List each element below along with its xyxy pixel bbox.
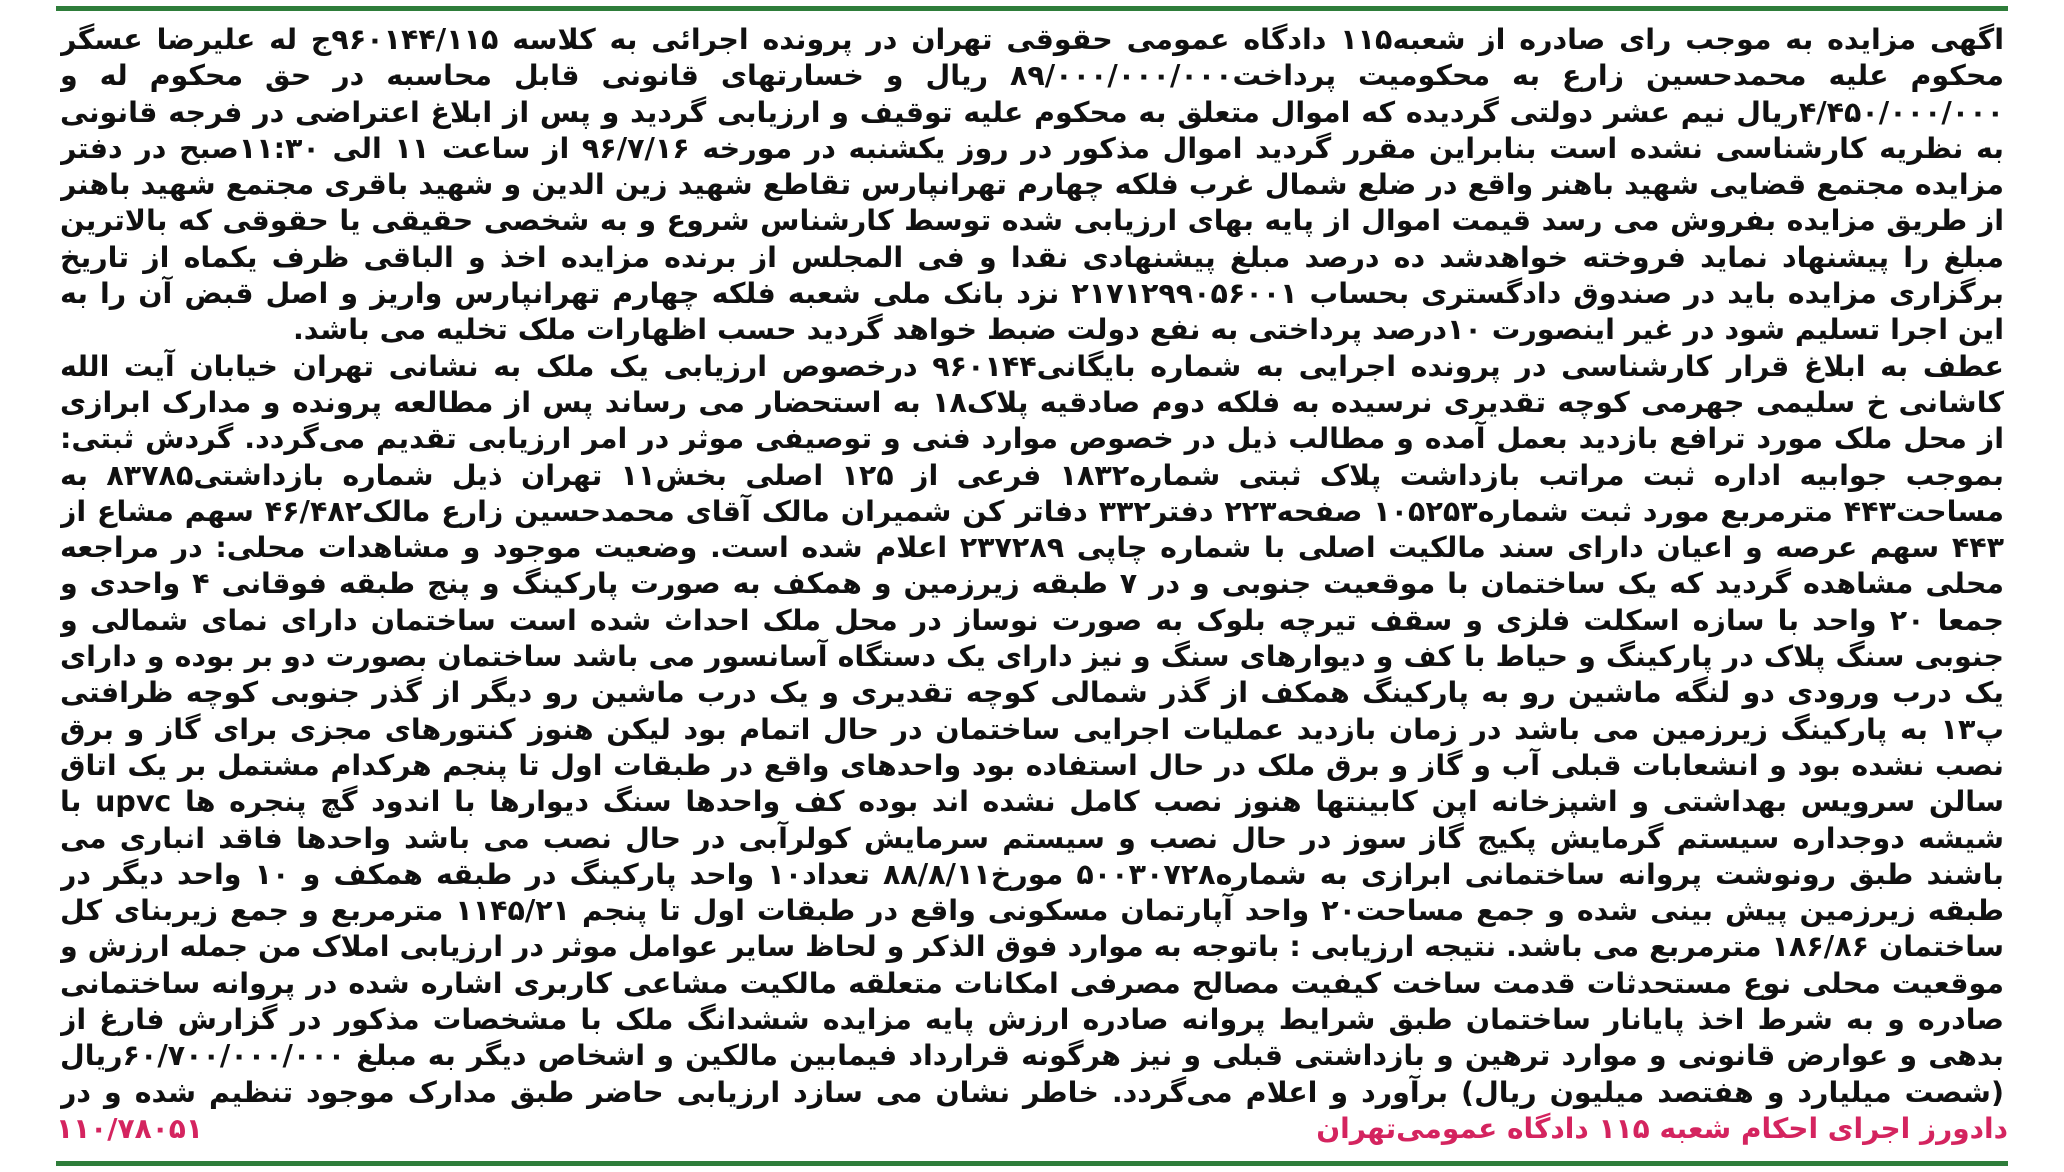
- notice-paragraph-auction: اگهی مزایده به موجب رای صادره از شعبه۱۱۵ دادگاه عمومی حقوقی تهران در پرونده اجرائی به کلاسه ۹۶۰۱۴۴/۱۱۵ج له علیرضا عسگر محکوم علیه محمدحسین زارع به محکومیت پرداخت۸۹/۰۰۰/۰۰۰/۰۰۰ ریال و خسارتهای قانونی قابل محاسبه در حق محکوم له و ۴/۴۵۰/۰۰۰/۰۰۰ریال نیم عشر دولتی گردیده که اموال متعلق به محکوم علیه توقیف و ارزیابی گردید و پس از ابلاغ اعتراضی در فرجه قانونی به نظریه کارشناسی نشده است بنابراین مقرر گردید اموال مذکور در روز یکشنبه در مورخه ۹۶/۷/۱۶ از ساعت ۱۱ الی ۱۱:۳۰صبح در دفتر مزایده مجتمع قضایی شهید باهنر واقع در ضلع شمال غرب فلکه چهارم تهرانپارس تقاطع شهید زین الدین و شهید باقری مجتمع شهید باهنر از طریق مزایده بفروش می رسد قیمت اموال از پایه بهای ارزیابی شده توسط کارشناس شروع و به شخصی حقیقی یا حقوقی که بالاترین مبلغ را پیشنهاد نماید فروخته خواهدشد ده درصد مبلغ پیشنهادی نقدا و فی المجلس از برنده مزایده اخذ و الباقی ظرف یکماه از تاریخ برگزاری مزایده باید در صندوق دادگستری بحساب ۲۱۷۱۲۹۹۰۵۶۰۰۱ نزد بانک ملی شعبه فلکه چهارم تهرانپارس واریز و اصل قبض آن را به این اجرا تسلیم شود در غیر اینصورت ۱۰درصد پرداختی به نفع دولت ضبط خواهد گردید حسب اظهارات ملک تخلیه می باشد.: [60, 23, 2004, 347]
- notice-frame: [56, 6, 2008, 1166]
- notice-footer: [56, 1112, 2008, 1152]
- notice-body: [60, 22, 2004, 1112]
- notice-paragraph-appraisal: عطف به ابلاغ قرار کارشناسی در پرونده اجرایی به شماره بایگانی۹۶۰۱۴۴ درخصوص ارزیابی یک ملک به نشانی تهران خیابان آیت الله کاشانی خ سلیمی جهرمی کوچه تقدیری نرسیده به فلکه دوم صادقیه پلاک۱۸ به استحضار می رساند پس از مطالعه پرونده و مدارک ابرازی از محل ملک مورد ترافع بازدید بعمل آمده و مطالب ذیل در خصوص موارد فنی و توصیفی موثر در امر ارزیابی تقدیم می‌گردد. گردش ثبتی: بموجب جوابیه اداره ثبت مراتب بازداشت پلاک ثبتی شماره۱۸۳۲ فرعی از ۱۲۵ اصلی بخش۱۱ تهران ذیل شماره بازداشتی۸۳۷۸۵ به مساحت۴۴۳ مترمربع مورد ثبت شماره۱۰۵۲۵۳ صفحه۲۲۳ دفتر۳۳۲ دفاتر کن شمیران مالک آقای محمدحسین زارع مالک۴۶/۴۸۲ سهم مشاع از ۴۴۳ سهم عرصه و اعیان دارای سند مالکیت اصلی با شماره چاپی ۲۳۷۲۸۹ اعلام شده است. وضعیت موجود و مشاهدات محلی: در مراجعه محلی مشاهده گردید که یک ساختمان با موقعیت جنوبی و در ۷ طبقه زیرزمین و همکف به صورت پارکینگ و پنج طبقه فوقانی ۴ واحدی و جمعا ۲۰ واحد با سازه اسکلت فلزی و سقف تیرچه بلوک به صورت نوساز در محل ملک احداث شده است ساختمان دارای نمای شمالی و جنوبی سنگ پلاک در پارکینگ و حیاط با کف و دیوارهای سنگ و نیز دارای یک دستگاه آسانسور می باشد ساختمان بصورت دو بر بوده و دارای یک درب ورودی دو لنگه ماشین رو به پارکینگ همکف از گذر شمالی کوچه تقدیری و یک درب ماشین رو دیگر از گذر جنوبی کوچه ظرافتی پ۱۳ به پارکینگ زیرزمین می باشد در زمان بازدید عملیات اجرایی ساختمان در حال اتمام بود لیکن هنوز کنتورهای مجزی برای گاز و برق نصب نشده بود و انشعابات قبلی آب و گاز و برق ملک در حال استفاده بود واحدهای واقع در طبقات اول تا پنجم هرکدام مشتمل بر یک اتاق سالن سرویس بهداشتی و اشپزخانه اپن کابینتها هنوز نصب کامل نشده اند بوده کف واحدها سنگ دیوارها با اندود گچ پنجره ها upvc با شیشه دوجداره سیستم گرمایش پکیج گاز سوز در حال نصب و سیستم سرمایش کولرآبی در حال نصب می باشد واحدها فاقد انباری می باشند طبق رونوشت پروانه ساختمانی ابرازی به شماره۵۰۰۳۰۷۲۸ مورخ۸۸/۸/۱۱ تعداد۱۰ واحد پارکینگ در طبقه همکف و ۱۰ واحد دیگر در طبقه زیرزمین پیش بینی شده و جمع مساحت۲۰ واحد آپارتمان مسکونی واقع در طبقات اول تا پنجم ۱۱۴۵/۲۱ مترمربع و جمع زیربنای کل ساختمان ۱۸۶/۸۶ مترمربع می باشد. نتیجه ارزیابی : باتوجه به موارد فوق الذکر و لحاظ سایر عوامل موثر در ارزیابی املاک من جمله ارزش و موقعیت محلی نوع مستحدثات قدمت ساخت کیفیت مصالح مصرفی امکانات متعلقه مالکیت مشاعی کاربری اشاره شده در پروانه ساختمانی صادره و به شرط اخذ پایانار ساختمان طبق شرایط پروانه صادره ارزش پایه مزایده ششدانگ ملک با مشخصات مذکور در گزارش فارغ از بدهی و عوارض قانونی و موارد ترهین و بازداشتی قبلی و نیز هرگونه قرارداد فیمابین مالکین و اشخاص دیگر به مبلغ ۶۰/۷۰۰/۰۰۰/۰۰۰ریال (شصت میلیارد و هفتصد میلیون ریال) برآورد و اعلام می‌گردد. خاطر نشان می سازد ارزیابی حاضر طبق مدارک موجود تنظیم شده و در: [60, 349, 2004, 1109]
- top-divider: [56, 6, 2008, 11]
- signature-line: دادورز اجرای احکام شعبه ۱۱۵ دادگاه عمومی‌تهران: [1316, 1112, 2008, 1145]
- bottom-divider: [56, 1161, 2008, 1166]
- reference-number: ۱۱۰/۷۸۰۵۱: [56, 1112, 203, 1145]
